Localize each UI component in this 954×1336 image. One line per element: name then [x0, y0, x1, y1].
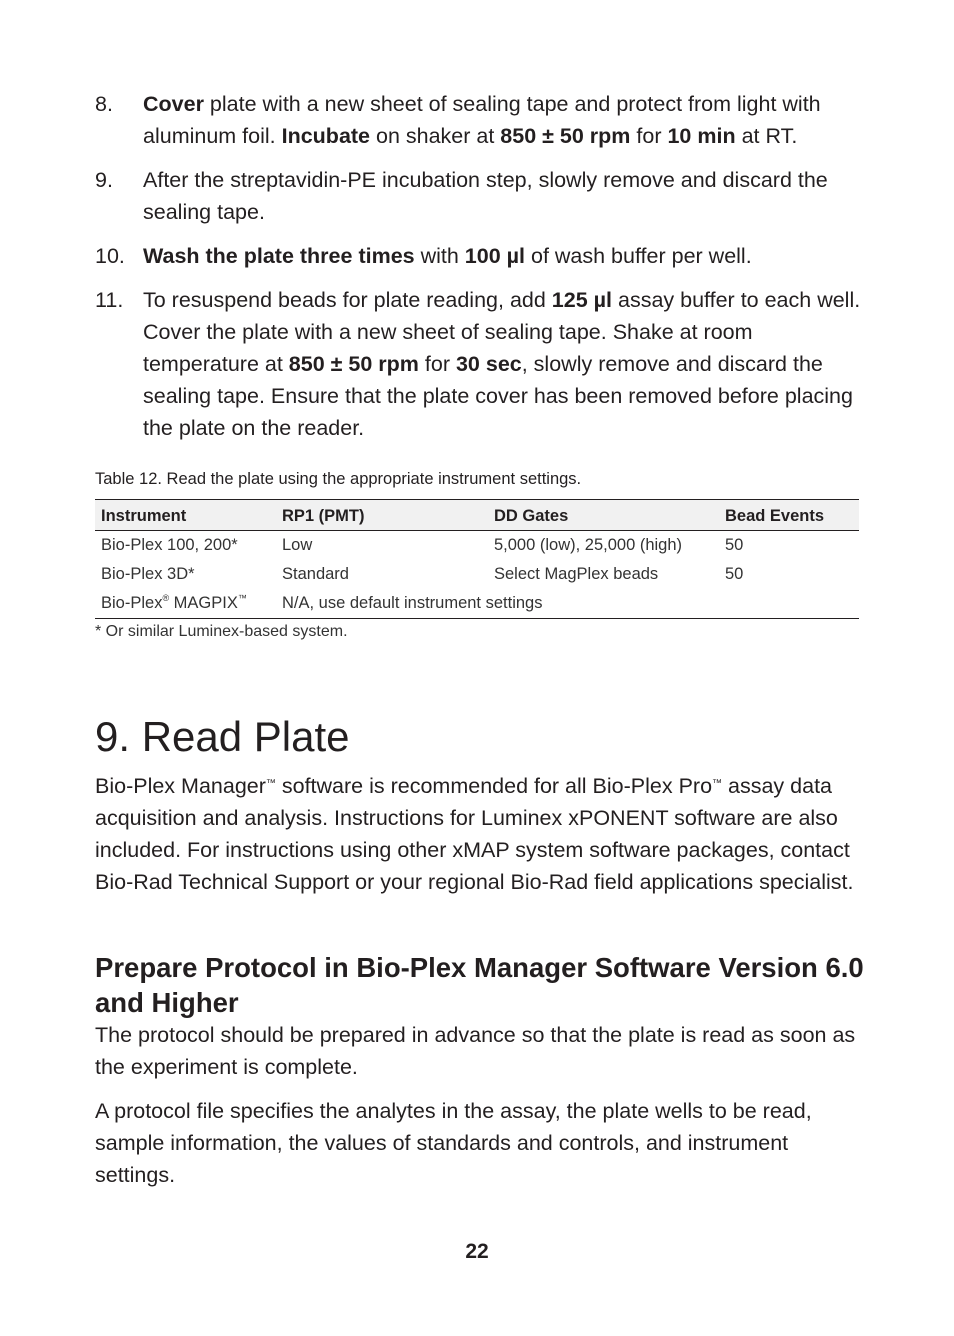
- section-intro: Bio-Plex Manager™ software is recommended for all Bio-Plex Pro™ assay data acquisition and analysis. Instructions for Luminex xPONENT software are also included. For instructions using other xMAP system software packages, contact Bio-Rad Technical Support or your regional Bio-Rad field applications specialist.: [95, 774, 854, 894]
- header-bead-events: Bead Events: [719, 500, 859, 531]
- cell-instrument: Bio-Plex® MAGPIX™: [95, 589, 276, 619]
- step-8: [95, 88, 865, 152]
- cell-bead-events: 50: [725, 536, 744, 554]
- step-text: To resuspend beads for plate reading, add 125 µl assay buffer to each well. Cover the plate with a new sheet of sealing tape. Shake at room temperature at 850 ± 50 rpm for 30 sec, slowly remove and discard the sealing tape. Ensure that the plate cover has been removed before placing the plate on the reader.: [143, 288, 861, 440]
- table-row: [95, 531, 859, 561]
- cell-rp1: Low: [282, 536, 313, 554]
- page-number: 22: [465, 1240, 489, 1263]
- procedure-steps: [95, 88, 865, 456]
- step-10: [95, 240, 865, 272]
- cell-instrument: Bio-Plex 100, 200*: [101, 536, 238, 554]
- header-instrument: Instrument: [95, 500, 276, 531]
- cell-bead-events: 50: [725, 565, 744, 583]
- header-rp1: RP1 (PMT): [276, 500, 488, 531]
- subsection-para-2: A protocol file specifies the analytes in the assay, the plate wells to be read, sample information, the values of standards and controls, and instrument settings.: [95, 1099, 812, 1187]
- cell-dd-gates: Select MagPlex beads: [494, 565, 659, 583]
- table-header-row: [95, 500, 859, 531]
- table-row: [95, 560, 859, 589]
- step-number: 8.: [95, 92, 113, 116]
- step-number: 11.: [95, 288, 124, 312]
- step-9: [95, 164, 865, 228]
- cell-rp1: Standard: [282, 565, 349, 583]
- step-number: 10.: [95, 244, 125, 268]
- subsection-para-1: The protocol should be prepared in advance so that the plate is read as soon as the experiment is complete.: [95, 1023, 856, 1079]
- cell-note: N/A, use default instrument settings: [276, 589, 859, 619]
- instrument-settings-table: [95, 499, 859, 619]
- subsection-title: Prepare Protocol in Bio-Plex Manager Software Version 6.0 and Higher: [95, 952, 864, 1018]
- step-number: 9.: [95, 168, 113, 192]
- cell-instrument: Bio-Plex 3D*: [101, 565, 195, 583]
- step-text: Wash the plate three times with 100 µl of wash buffer per well.: [143, 244, 752, 268]
- step-text: After the streptavidin-PE incubation step, slowly remove and discard the sealing tape.: [143, 168, 828, 224]
- table-row: [95, 589, 859, 619]
- table-footnote: * Or similar Luminex-based system.: [95, 623, 348, 640]
- step-11: [95, 284, 865, 444]
- cell-dd-gates: 5,000 (low), 25,000 (high): [494, 536, 683, 554]
- section-title: 9. Read Plate: [95, 713, 350, 760]
- header-dd-gates: DD Gates: [488, 500, 719, 531]
- table-caption: Table 12. Read the plate using the appropriate instrument settings.: [95, 470, 582, 488]
- step-text: Cover plate with a new sheet of sealing tape and protect from light with aluminum foil. Incubate on shaker at 850 ± 50 rpm for 10 min at RT.: [143, 92, 821, 148]
